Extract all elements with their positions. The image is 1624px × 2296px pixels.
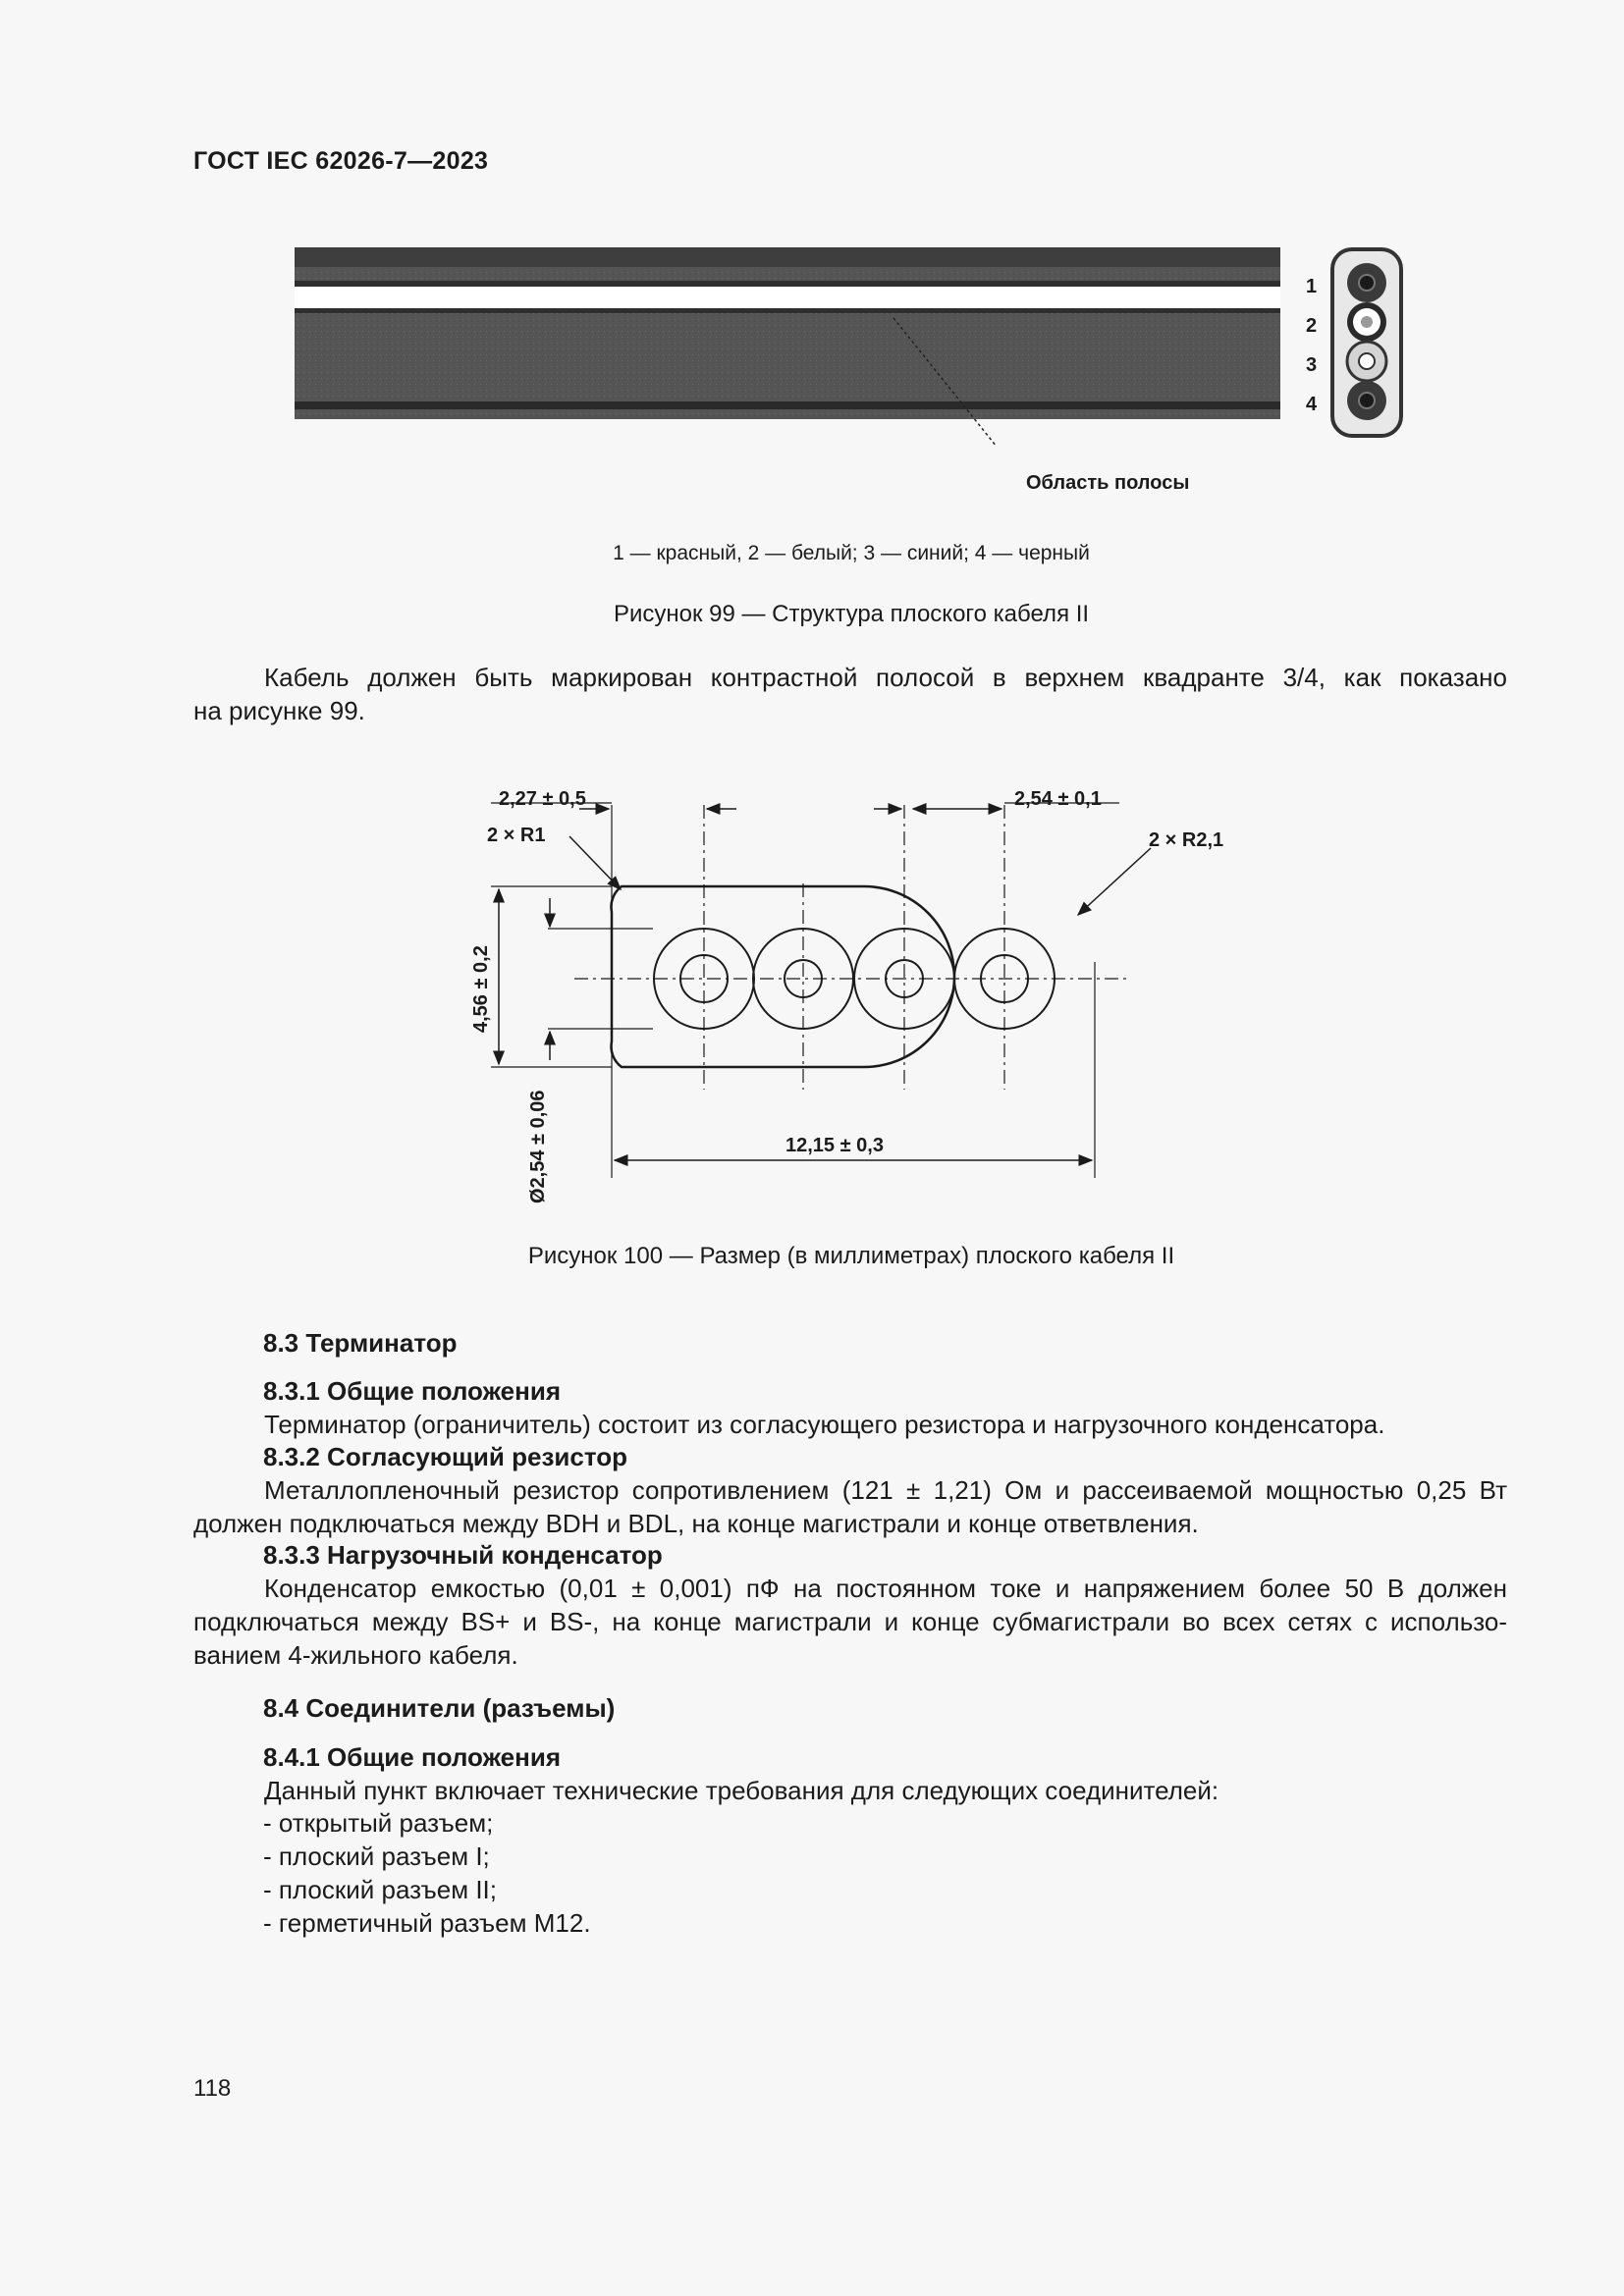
marking-line-2: на рисунке 99. (193, 696, 365, 725)
wire-number-4: 4 (1306, 394, 1318, 415)
section-8-3-3-line-2: подключаться между BS+ и BS-, на конце магистрали и конце субмагистрали во всех сетях с использо- (193, 1607, 1507, 1636)
section-8-3-2-title: 8.3.2 Согласующий резистор (263, 1442, 627, 1471)
list-item: - открытый разъем; (263, 1808, 494, 1838)
section-8-3-2-text (193, 1473, 1507, 1540)
cable-cross-section (1332, 249, 1401, 436)
section-8-4-1-text (193, 1774, 1507, 1807)
marking-line-1: Кабель должен быть маркирован контрастной полосой в верхнем квадранте 3/4, как показано (264, 663, 1507, 692)
document-header: ГОСТ IEC 62026-7—2023 (193, 147, 489, 175)
dim-diameter-label: Ø2,54 ± 0,06 (527, 1090, 549, 1203)
list-item: - плоский разъем II; (263, 1875, 497, 1904)
section-8-3-1-text (193, 1408, 1507, 1441)
section-8-3-1-line: Терминатор (ограничитель) состоит из согласующего резистора и нагрузочного конденсатора. (264, 1410, 1385, 1439)
cable-side-view (295, 247, 1280, 447)
figure-99-legend: 1 — красный, 2 — белый; 3 — синий; 4 — черный (613, 542, 1090, 564)
figure-100-caption: Рисунок 100 — Размер (в миллиметрах) плоского кабеля II (527, 1243, 1175, 1269)
wire-number-1: 1 (1306, 276, 1318, 297)
section-8-4-title: 8.4 Соединители (разъемы) (263, 1693, 616, 1723)
cable-outline (611, 886, 954, 1067)
section-8-3-title: 8.3 Терминатор (263, 1328, 458, 1358)
figure-100-cable-dimensions (452, 775, 1257, 1217)
dim-small-radius-label: 2 × R1 (487, 825, 546, 846)
figure-99-caption: Рисунок 99 — Структура плоского кабеля II (613, 601, 1090, 627)
section-8-3-2-line-1: Металлопленочный резистор сопротивлением (121 ± 1,21) Ом и рассеиваемой мощностью 0,25 Вт (264, 1475, 1507, 1505)
list-item: - герметичный разъем М12. (263, 1908, 591, 1938)
list-item: - плоский разъем I; (263, 1842, 490, 1871)
section-8-3-1-title: 8.3.1 Общие положения (263, 1376, 561, 1406)
section-8-3-3-text (193, 1572, 1507, 1672)
page-number: 118 (193, 2075, 232, 2102)
section-8-3-2-line-2: должен подключаться между BDH и BDL, на конце магистрали и конце ответвления. (193, 1509, 1199, 1538)
section-8-4-1-line: Данный пункт включает технические требования для следующих соединителей: (264, 1776, 1219, 1805)
section-8-3-3-title: 8.3.3 Нагрузочный конденсатор (263, 1540, 663, 1570)
wire-number-2: 2 (1306, 315, 1318, 337)
section-8-4-1-title: 8.4.1 Общие положения (263, 1742, 561, 1772)
stripe-area-label: Область полосы (1026, 472, 1190, 494)
marking-paragraph (193, 661, 1507, 727)
dim-width-label: 12,15 ± 0,3 (785, 1135, 884, 1156)
wire-number-3: 3 (1306, 354, 1318, 376)
figure-99-flat-cable-structure (285, 236, 1443, 510)
dim-large-radius-label: 2 × R2,1 (1149, 829, 1224, 851)
dim-pitch-label: 2,54 ± 0,1 (1014, 788, 1102, 810)
dim-height-label: 4,56 ± 0,2 (470, 945, 492, 1033)
dim-left-offset-label: 2,27 ± 0,5 (499, 788, 586, 810)
section-8-3-3-line-3: ванием 4-жильного кабеля. (193, 1640, 518, 1670)
section-8-3-3-line-1: Конденсатор емкостью (0,01 ± 0,001) пФ на постоянном токе и напряжением более 50 В должен (264, 1574, 1507, 1603)
